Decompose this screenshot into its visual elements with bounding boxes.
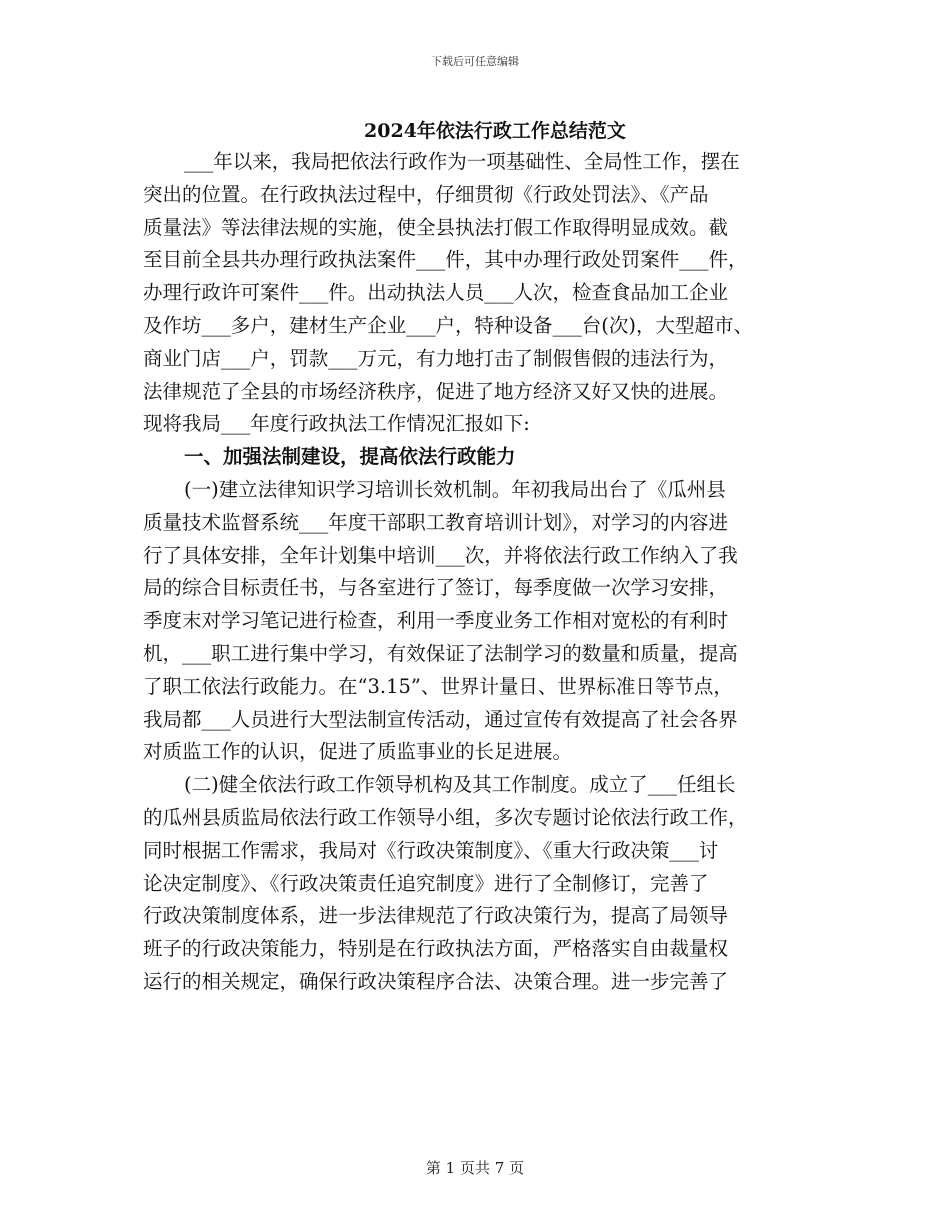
section-heading: 一、加强法制建设，提高依法行政能力 xyxy=(184,445,516,469)
paragraph-line: 突出的位置。在行政执法过程中，仔细贯彻《行政处罚法》、《产品 xyxy=(143,182,709,206)
paragraph-line: 办理行政许可案件___件。出动执法人员___人次，检查食品加工企业 xyxy=(143,281,729,305)
paragraph-line: 现将我局___年度行政执法工作情况汇报如下: xyxy=(143,412,530,436)
page-header: 下载后可任意编辑 xyxy=(431,55,519,68)
paragraph-line: 行政决策制度体系，进一步法律规范了行政决策行为，提高了局领导 xyxy=(143,904,729,928)
paragraph-line: 商业门店___户，罚款___万元，有力地打击了制假售假的违法行为， xyxy=(143,346,729,370)
paragraph-line: ___年以来，我局把依法行政作为一项基础性、全局性工作，摆在 xyxy=(184,150,740,173)
paragraph-line: (二)健全依法行政工作领导机构及其工作制度。成立了___任组长 xyxy=(184,773,736,797)
paragraph-line: 了职工依法行政能力。在“3.15”、世界计量日、世界标准日等节点， xyxy=(143,674,733,698)
paragraph-line: 质量技术监督系统___年度干部职工教育培训计划》，对学习的内容进 xyxy=(143,510,729,534)
paragraph-line: 及作坊___多户，建材生产企业___户，特种设备___台(次)，大型超市、 xyxy=(143,313,753,337)
paragraph-line: 局的综合目标责任书，与各室进行了签订，每季度做一次学习安排， xyxy=(143,576,729,600)
paragraph-line: 法律规范了全县的市场经济秩序，促进了地方经济又好又快的进展。 xyxy=(143,379,729,403)
paragraph-line: 机，___职工进行集中学习，有效保证了法制学习的数量和质量，提高 xyxy=(143,641,738,665)
document-body xyxy=(143,146,808,999)
paragraph-line: 质量法》等法律法规的实施，使全县执法打假工作取得明显成效。截 xyxy=(143,215,729,239)
paragraph-line: 班子的行政决策能力，特别是在行政执法方面，严格落实自由裁量权 xyxy=(143,937,729,961)
paragraph-line: 的瓜州县质监局依法行政工作领导小组，多次专题讨论依法行政工作， xyxy=(143,805,748,829)
paragraph-line: 运行的相关规定，确保行政决策程序合法、决策合理。进一步完善了 xyxy=(143,969,729,993)
page-footer: 第 1 页共 7 页 xyxy=(425,1159,525,1177)
paragraph-line: 季度末对学习笔记进行检查，利用一季度业务工作相对宽松的有利时 xyxy=(143,609,729,633)
paragraph-line: 我局都___人员进行大型法制宣传活动，通过宣传有效提高了社会各界 xyxy=(143,707,738,731)
document-title: 2024年依法行政工作总结范文 xyxy=(364,120,626,142)
paragraph-line: 行了具体安排，全年计划集中培训___次，并将依法行政工作纳入了我 xyxy=(143,543,738,567)
paragraph-line: 论决定制度》、《行政决策责任追究制度》进行了全制修订，完善了 xyxy=(143,871,709,895)
paragraph-line: 对质监工作的认识，促进了质监事业的长足进展。 xyxy=(143,740,573,764)
paragraph-line: (一)建立法律知识学习培训长效机制。年初我局出台了《瓜州县 xyxy=(184,477,726,501)
paragraph-line: 至目前全县共办理行政执法案件___件，其中办理行政处罚案件___件， xyxy=(143,248,748,272)
paragraph-line: 同时根据工作需求，我局对《行政决策制度》、《重大行政决策___讨 xyxy=(143,838,719,862)
